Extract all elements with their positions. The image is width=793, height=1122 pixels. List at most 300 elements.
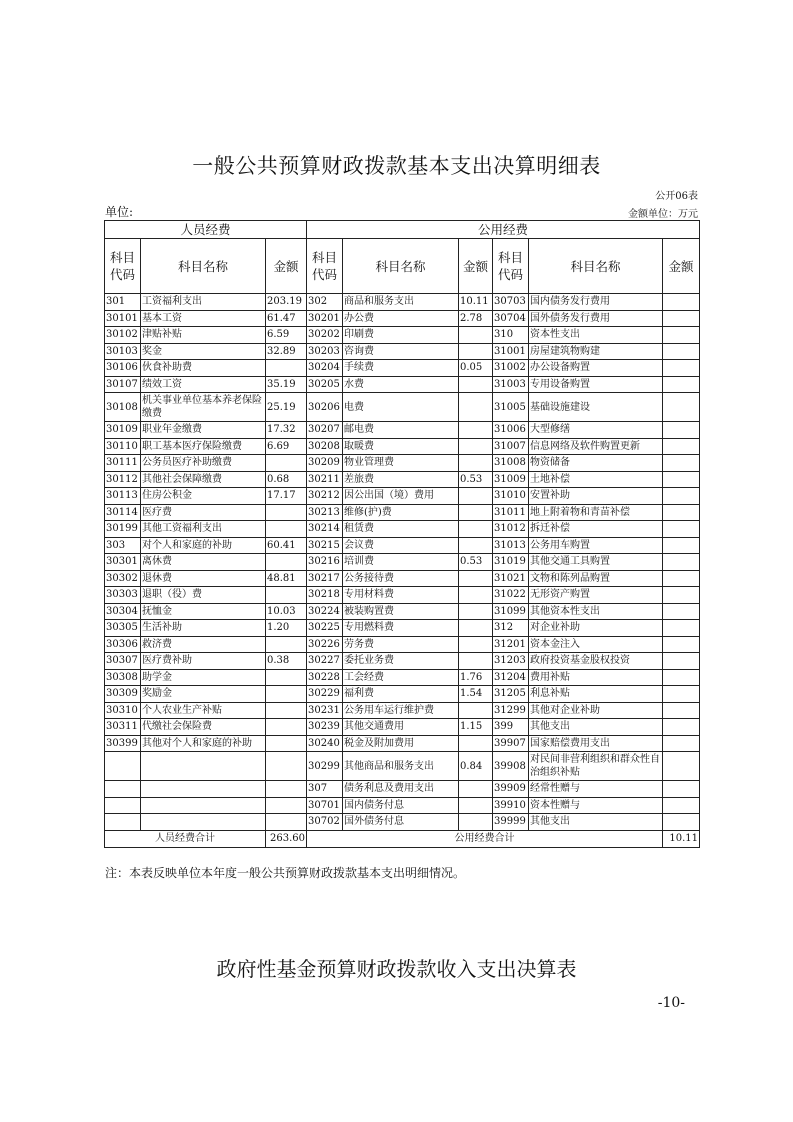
header-personnel: 人员经费 (105, 221, 307, 239)
cell-amount (459, 422, 493, 439)
table-row (105, 504, 700, 521)
cell-code: 30215 (307, 537, 343, 554)
personnel-total-value: 263.60 (266, 830, 307, 847)
cell-code: 30218 (307, 587, 343, 604)
cell-amount (459, 653, 493, 670)
cell-code: 30102 (105, 327, 141, 344)
cell-name (141, 781, 266, 798)
cell-amount: 48.81 (266, 570, 307, 587)
cell-code: 31204 (493, 669, 529, 686)
cell-code: 30299 (307, 752, 343, 781)
cell-amount: 0.53 (459, 471, 493, 488)
cell-amount (459, 735, 493, 752)
cell-name: 取暖费 (343, 438, 459, 455)
cell-name: 国家赔偿费用支出 (529, 735, 663, 752)
cell-code: 30204 (307, 360, 343, 377)
page-number: -10- (657, 995, 685, 1011)
cell-amount (663, 521, 700, 538)
cell-code: 31009 (493, 471, 529, 488)
cell-amount (266, 587, 307, 604)
cell-code: 31021 (493, 570, 529, 587)
cell-amount: 61.47 (266, 310, 307, 327)
table-row (105, 814, 700, 831)
cell-code: 31003 (493, 376, 529, 393)
cell-amount (663, 719, 700, 736)
cell-name: 职工基本医疗保险缴费 (141, 438, 266, 455)
cell-amount: 1.20 (266, 620, 307, 637)
cell-amount (266, 735, 307, 752)
cell-amount (663, 653, 700, 670)
cell-name: 安置补助 (529, 488, 663, 505)
cell-code: 31002 (493, 360, 529, 377)
header-row-columns (105, 239, 700, 294)
table-row (105, 719, 700, 736)
cell-amount (266, 360, 307, 377)
cell-amount: 32.89 (266, 343, 307, 360)
cell-name: 文物和陈列品购置 (529, 570, 663, 587)
page-title: 一般公共预算财政拨款基本支出决算明细表 (192, 154, 601, 178)
cell-amount (663, 781, 700, 798)
table-row (105, 310, 700, 327)
cell-amount (663, 669, 700, 686)
cell-name: 国外债务发行费用 (529, 310, 663, 327)
cell-name: 水费 (343, 376, 459, 393)
cell-name: 专用材料费 (343, 587, 459, 604)
cell-amount: 10.11 (459, 294, 493, 311)
cell-name (141, 797, 266, 814)
table-row (105, 797, 700, 814)
cell-amount (663, 294, 700, 311)
cell-code: 30304 (105, 603, 141, 620)
cell-code: 30704 (493, 310, 529, 327)
cell-name: 公务员医疗补助缴费 (141, 455, 266, 472)
cell-code: 303 (105, 537, 141, 554)
cell-code: 31001 (493, 343, 529, 360)
cell-name: 邮电费 (343, 422, 459, 439)
cell-name: 咨询费 (343, 343, 459, 360)
cell-code: 30213 (307, 504, 343, 521)
cell-name: 退职（役）费 (141, 587, 266, 604)
header-amount: 金额 (663, 239, 700, 294)
cell-amount (663, 814, 700, 831)
cell-code: 30224 (307, 603, 343, 620)
cell-name: 培训费 (343, 554, 459, 571)
cell-amount (266, 719, 307, 736)
cell-name: 其他交通费用 (343, 719, 459, 736)
cell-name: 拆迁补偿 (529, 521, 663, 538)
cell-code: 30103 (105, 343, 141, 360)
cell-amount: 0.53 (459, 554, 493, 571)
cell-code: 31013 (493, 537, 529, 554)
table-row (105, 422, 700, 439)
cell-code: 31099 (493, 603, 529, 620)
cell-amount (663, 620, 700, 637)
cell-code: 31012 (493, 521, 529, 538)
amount-unit: 金额单位：万元 (628, 209, 698, 220)
cell-amount (459, 521, 493, 538)
cell-amount (459, 797, 493, 814)
cell-amount (663, 360, 700, 377)
table-row (105, 702, 700, 719)
cell-code: 30108 (105, 393, 141, 422)
cell-code: 30303 (105, 587, 141, 604)
table-row (105, 471, 700, 488)
table-row (105, 781, 700, 798)
table-row (105, 488, 700, 505)
cell-amount: 0.84 (459, 752, 493, 781)
cell-code: 307 (307, 781, 343, 798)
cell-code: 30203 (307, 343, 343, 360)
table-row (105, 327, 700, 344)
public-total-label: 公用经费合计 (307, 830, 663, 847)
cell-code: 399 (493, 719, 529, 736)
cell-name: 费用补贴 (529, 669, 663, 686)
cell-code: 30211 (307, 471, 343, 488)
cell-name: 绩效工资 (141, 376, 266, 393)
cell-code: 30216 (307, 554, 343, 571)
header-code: 科目代码 (307, 239, 343, 294)
cell-name: 土地补偿 (529, 471, 663, 488)
table-row (105, 393, 700, 422)
cell-name: 津贴补贴 (141, 327, 266, 344)
cell-name: 公务用车购置 (529, 537, 663, 554)
cell-amount (663, 686, 700, 703)
cell-code: 31299 (493, 702, 529, 719)
cell-name: 电费 (343, 393, 459, 422)
cell-name: 其他对个人和家庭的补助 (141, 735, 266, 752)
cell-name: 租赁费 (343, 521, 459, 538)
cell-name: 维修(护)费 (343, 504, 459, 521)
cell-amount: 10.03 (266, 603, 307, 620)
table-row (105, 686, 700, 703)
cell-name: 利息补贴 (529, 686, 663, 703)
header-code: 科目代码 (105, 239, 141, 294)
cell-name: 伙食补助费 (141, 360, 266, 377)
cell-amount: 0.05 (459, 360, 493, 377)
cell-amount: 25.19 (266, 393, 307, 422)
cell-amount (663, 488, 700, 505)
cell-amount (459, 343, 493, 360)
cell-name: 无形资产购置 (529, 587, 663, 604)
cell-code: 31008 (493, 455, 529, 472)
cell-amount (459, 781, 493, 798)
cell-code: 30109 (105, 422, 141, 439)
header-amount: 金额 (459, 239, 493, 294)
cell-name: 基础设施建设 (529, 393, 663, 422)
cell-code: 30227 (307, 653, 343, 670)
cell-name: 其他对企业补助 (529, 702, 663, 719)
cell-amount (266, 702, 307, 719)
cell-code: 30307 (105, 653, 141, 670)
cell-code: 39908 (493, 752, 529, 781)
cell-name: 公务接待费 (343, 570, 459, 587)
cell-amount (663, 603, 700, 620)
cell-name: 福利费 (343, 686, 459, 703)
cell-code: 30202 (307, 327, 343, 344)
cell-amount (266, 636, 307, 653)
cell-amount (663, 636, 700, 653)
cell-name: 国内债务发行费用 (529, 294, 663, 311)
cell-name: 政府投资基金股权投资 (529, 653, 663, 670)
table-row (105, 669, 700, 686)
cell-code (105, 797, 141, 814)
cell-amount: 0.38 (266, 653, 307, 670)
cell-code: 31006 (493, 422, 529, 439)
table-row (105, 455, 700, 472)
cell-name: 商品和服务支出 (343, 294, 459, 311)
cell-name: 办公费 (343, 310, 459, 327)
cell-code: 30239 (307, 719, 343, 736)
cell-amount (663, 438, 700, 455)
cell-amount (459, 488, 493, 505)
cell-amount (459, 393, 493, 422)
cell-name: 代缴社会保险费 (141, 719, 266, 736)
cell-name: 工资福利支出 (141, 294, 266, 311)
table-row (105, 587, 700, 604)
table-row (105, 570, 700, 587)
cell-code: 30301 (105, 554, 141, 571)
cell-name: 公务用车运行维护费 (343, 702, 459, 719)
cell-amount (459, 438, 493, 455)
cell-name: 其他商品和服务支出 (343, 752, 459, 781)
unit-label: 单位: (105, 205, 134, 219)
cell-name: 奖金 (141, 343, 266, 360)
cell-amount: 1.54 (459, 686, 493, 703)
cell-amount (266, 781, 307, 798)
cell-name: 其他工资福利支出 (141, 521, 266, 538)
cell-code: 31201 (493, 636, 529, 653)
cell-code: 31011 (493, 504, 529, 521)
cell-code: 310 (493, 327, 529, 344)
cell-amount (459, 587, 493, 604)
cell-code: 301 (105, 294, 141, 311)
cell-amount (663, 587, 700, 604)
header-public: 公用经费 (307, 221, 700, 239)
cell-name: 税金及附加费用 (343, 735, 459, 752)
cell-name: 退休费 (141, 570, 266, 587)
cell-name: 生活补助 (141, 620, 266, 637)
cell-name: 对企业补助 (529, 620, 663, 637)
table-row (105, 537, 700, 554)
cell-code: 30703 (493, 294, 529, 311)
header-name: 科目名称 (529, 239, 663, 294)
cell-name: 基本工资 (141, 310, 266, 327)
cell-name: 差旅费 (343, 471, 459, 488)
cell-name: 对民间非营利组织和群众性自治组织补贴 (529, 752, 663, 781)
cell-amount (663, 702, 700, 719)
cell-code: 30240 (307, 735, 343, 752)
cell-code: 30225 (307, 620, 343, 637)
cell-amount (459, 814, 493, 831)
cell-code: 30310 (105, 702, 141, 719)
cell-amount (266, 554, 307, 571)
cell-code: 30201 (307, 310, 343, 327)
cell-code: 30205 (307, 376, 343, 393)
cell-name (141, 752, 266, 781)
cell-amount (266, 669, 307, 686)
cell-name: 因公出国（境）费用 (343, 488, 459, 505)
cell-code: 31205 (493, 686, 529, 703)
cell-amount (663, 570, 700, 587)
cell-code: 30208 (307, 438, 343, 455)
cell-amount: 17.17 (266, 488, 307, 505)
table-row (105, 521, 700, 538)
table-row (105, 376, 700, 393)
cell-code: 31019 (493, 554, 529, 571)
cell-amount (459, 376, 493, 393)
totals-row (105, 830, 700, 847)
table-row (105, 636, 700, 653)
cell-amount (459, 570, 493, 587)
cell-name: 被装购置费 (343, 603, 459, 620)
cell-name: 办公设备购置 (529, 360, 663, 377)
cell-name: 其他支出 (529, 814, 663, 831)
cell-name: 机关事业单位基本养老保险缴费 (141, 393, 266, 422)
cell-code (105, 752, 141, 781)
header-name: 科目名称 (141, 239, 266, 294)
cell-code: 39907 (493, 735, 529, 752)
cell-amount (266, 521, 307, 538)
table-row (105, 620, 700, 637)
cell-amount (663, 422, 700, 439)
cell-code: 30106 (105, 360, 141, 377)
cell-code: 30228 (307, 669, 343, 686)
cell-name: 资本性支出 (529, 327, 663, 344)
cell-name: 救济费 (141, 636, 266, 653)
cell-amount (266, 504, 307, 521)
table-note: 注：本表反映单位本年度一般公共预算财政拨款基本支出明细情况。 (105, 866, 466, 880)
cell-code: 30702 (307, 814, 343, 831)
cell-code: 302 (307, 294, 343, 311)
cell-name: 其他支出 (529, 719, 663, 736)
cell-amount (459, 327, 493, 344)
cell-amount (459, 636, 493, 653)
cell-code: 30112 (105, 471, 141, 488)
cell-code: 31010 (493, 488, 529, 505)
cell-code: 31203 (493, 653, 529, 670)
cell-amount (663, 471, 700, 488)
cell-code: 31007 (493, 438, 529, 455)
cell-name: 医疗费 (141, 504, 266, 521)
cell-name (141, 814, 266, 831)
cell-amount (266, 797, 307, 814)
cell-amount (459, 620, 493, 637)
cell-code: 30111 (105, 455, 141, 472)
cell-name: 物资储备 (529, 455, 663, 472)
cell-code: 312 (493, 620, 529, 637)
cell-amount (459, 455, 493, 472)
cell-name: 房屋建筑物购建 (529, 343, 663, 360)
cell-amount: 6.69 (266, 438, 307, 455)
cell-amount (459, 702, 493, 719)
cell-name: 债务利息及费用支出 (343, 781, 459, 798)
cell-amount (663, 327, 700, 344)
cell-amount (459, 537, 493, 554)
cell-code: 30110 (105, 438, 141, 455)
cell-name: 职业年金缴费 (141, 422, 266, 439)
cell-name: 信息网络及软件购置更新 (529, 438, 663, 455)
cell-code: 30206 (307, 393, 343, 422)
cell-name: 专用设备购置 (529, 376, 663, 393)
cell-name: 劳务费 (343, 636, 459, 653)
table-row (105, 438, 700, 455)
cell-amount: 1.76 (459, 669, 493, 686)
cell-code: 39909 (493, 781, 529, 798)
public-total-value: 10.11 (663, 830, 700, 847)
cell-code: 30214 (307, 521, 343, 538)
cell-name: 住房公积金 (141, 488, 266, 505)
header-row-groups (105, 221, 700, 239)
header-name: 科目名称 (343, 239, 459, 294)
table-row (105, 735, 700, 752)
cell-name: 国外债务付息 (343, 814, 459, 831)
cell-amount (266, 814, 307, 831)
cell-amount (663, 537, 700, 554)
cell-name: 委托业务费 (343, 653, 459, 670)
cell-amount: 60.41 (266, 537, 307, 554)
cell-name: 物业管理费 (343, 455, 459, 472)
cell-amount (663, 343, 700, 360)
cell-name: 奖励金 (141, 686, 266, 703)
table-row (105, 554, 700, 571)
cell-code: 30229 (307, 686, 343, 703)
cell-amount (663, 376, 700, 393)
cell-amount: 17.32 (266, 422, 307, 439)
cell-amount (663, 797, 700, 814)
cell-code: 30212 (307, 488, 343, 505)
cell-name: 资本金注入 (529, 636, 663, 653)
cell-amount: 203.19 (266, 294, 307, 311)
cell-amount: 35.19 (266, 376, 307, 393)
table-row (105, 752, 700, 781)
cell-code: 30305 (105, 620, 141, 637)
table-row (105, 360, 700, 377)
cell-name: 印刷费 (343, 327, 459, 344)
cell-name: 专用燃料费 (343, 620, 459, 637)
cell-amount: 2.78 (459, 310, 493, 327)
cell-code: 30207 (307, 422, 343, 439)
cell-code: 30209 (307, 455, 343, 472)
cell-code: 30217 (307, 570, 343, 587)
cell-amount (663, 393, 700, 422)
expenditure-detail-table (104, 220, 700, 848)
cell-amount: 0.68 (266, 471, 307, 488)
cell-name: 离休费 (141, 554, 266, 571)
table-row (105, 343, 700, 360)
cell-name: 大型修缮 (529, 422, 663, 439)
cell-amount (266, 455, 307, 472)
cell-name: 地上附着物和青苗补偿 (529, 504, 663, 521)
cell-code: 30226 (307, 636, 343, 653)
cell-name: 医疗费补助 (141, 653, 266, 670)
cell-amount (663, 504, 700, 521)
cell-amount (266, 686, 307, 703)
cell-code (105, 781, 141, 798)
cell-name: 其他交通工具购置 (529, 554, 663, 571)
cell-code: 30701 (307, 797, 343, 814)
cell-amount (663, 735, 700, 752)
cell-name: 会议费 (343, 537, 459, 554)
header-code: 科目代码 (493, 239, 529, 294)
cell-name: 抚恤金 (141, 603, 266, 620)
cell-amount (663, 455, 700, 472)
cell-name: 对个人和家庭的补助 (141, 537, 266, 554)
cell-name: 手续费 (343, 360, 459, 377)
next-section-title: 政府性基金预算财政拨款收入支出决算表 (216, 957, 577, 981)
cell-name: 经常性赠与 (529, 781, 663, 798)
cell-name: 工会经费 (343, 669, 459, 686)
cell-name: 其他资本性支出 (529, 603, 663, 620)
